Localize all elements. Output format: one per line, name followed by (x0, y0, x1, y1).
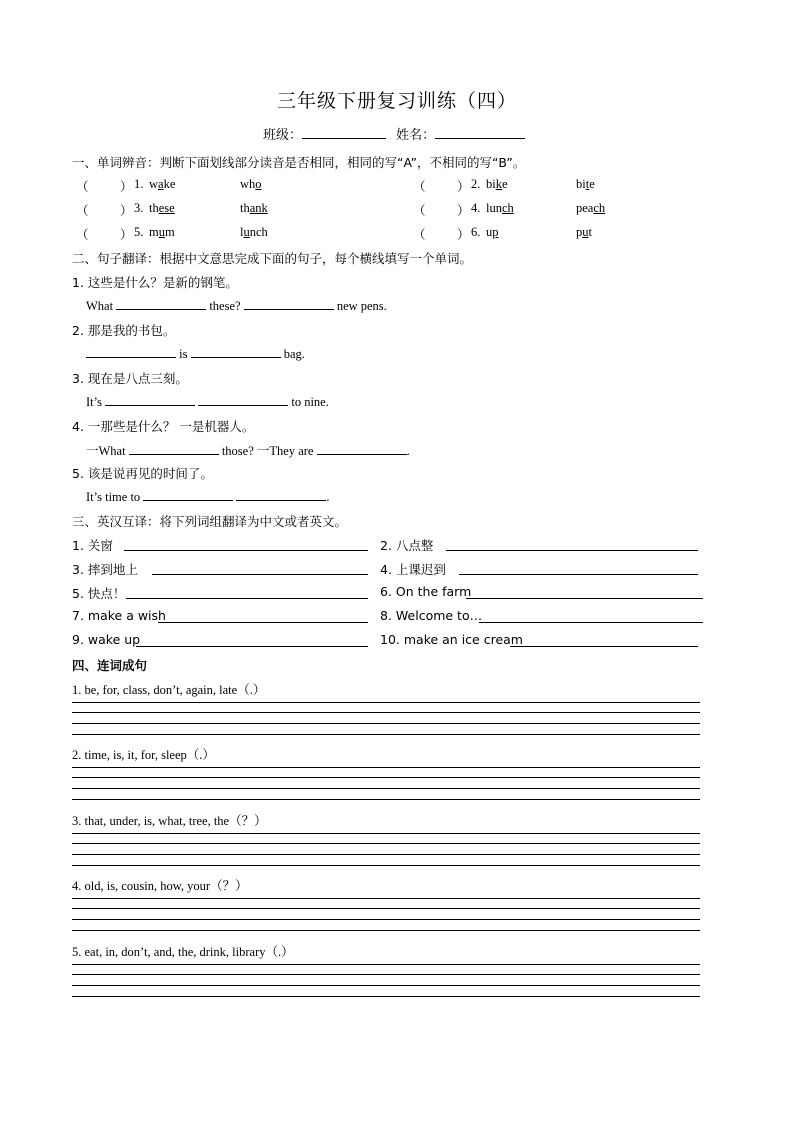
s4-question: 1. be, for, class, don’t, again, late（.） (72, 683, 266, 697)
s3-item-label: 3. 摔到地上 (72, 562, 138, 577)
writing-line[interactable] (72, 964, 700, 965)
answer-line[interactable] (158, 622, 368, 623)
word-2: who (240, 177, 262, 191)
answer-line[interactable] (510, 646, 698, 647)
answer-blank[interactable] (86, 345, 176, 358)
answer-paren[interactable]: （ (76, 228, 89, 242)
answer-line[interactable] (446, 550, 698, 551)
s3-item-label: 1. 关窗 (72, 538, 113, 553)
section4-heading: 四、连词成句 (72, 658, 148, 673)
section2-heading: 二、句子翻译：根据中文意思完成下面的句子，每个横线填写一个单词。 (72, 251, 473, 266)
class-blank[interactable] (302, 126, 386, 139)
answer-blank[interactable] (191, 345, 281, 358)
writing-line (72, 930, 700, 931)
s3-item-label: 10. make an ice cream (380, 632, 523, 647)
s4-question: 4. old, is, cousin, how, your（？） (72, 879, 248, 893)
class-label: 班级： (263, 128, 303, 143)
word-2: lunch (240, 225, 268, 239)
answer-paren-close: ） (457, 204, 470, 218)
s3-item-label: 9. wake up (72, 632, 141, 647)
s2-q5-sentence: It’s time to . (86, 490, 330, 504)
answer-paren[interactable]: （ (413, 228, 426, 242)
s2-q2-sentence: is bag. (86, 345, 305, 362)
word-2: put (576, 225, 592, 239)
s2-q4-sentence: 一What those? 一They are . (86, 444, 410, 458)
s2-q4-chinese: 4. 一那些是什么？ 一是机器人。 (72, 419, 255, 434)
s3-item-label: 8. Welcome to… (380, 608, 483, 623)
s3-item-label: 5. 快点！ (72, 586, 126, 601)
writing-line (72, 788, 700, 789)
s2-q2-chinese: 2. 那是我的书包。 (72, 323, 176, 338)
writing-line[interactable] (72, 833, 700, 834)
name-label: 姓名： (396, 128, 436, 143)
s4-question: 2. time, is, it, for, sleep（.） (72, 748, 215, 762)
answer-paren[interactable]: （ (413, 180, 426, 194)
word-1: mum (149, 225, 175, 239)
answer-paren-close: ） (120, 204, 133, 218)
answer-line[interactable] (126, 598, 368, 599)
answer-line[interactable] (124, 550, 368, 551)
writing-line[interactable] (72, 898, 700, 899)
item-number: 3. (134, 201, 144, 215)
word-1: lunch (486, 201, 514, 215)
writing-line (72, 799, 700, 800)
answer-paren[interactable]: （ (76, 204, 89, 218)
answer-blank[interactable] (317, 442, 407, 455)
name-blank[interactable] (435, 126, 525, 139)
item-number: 2. (471, 177, 481, 191)
s2-q1-sentence: What these? new pens. (86, 299, 387, 313)
page-title: 三年级下册复习训练（四） (276, 90, 517, 112)
s2-q3-chinese: 3. 现在是八点三刻。 (72, 371, 188, 386)
answer-paren-close: ） (120, 228, 133, 242)
answer-blank[interactable] (143, 488, 233, 501)
answer-blank[interactable] (116, 297, 206, 310)
word-2: thank (240, 201, 268, 215)
writing-line (72, 854, 700, 855)
word-2: bite (576, 177, 595, 191)
writing-line (72, 985, 700, 986)
answer-blank[interactable] (198, 393, 288, 406)
answer-paren[interactable]: （ (413, 204, 426, 218)
s2-q3-sentence: It’s to nine. (86, 395, 329, 409)
writing-line (72, 919, 700, 920)
writing-line[interactable] (72, 767, 700, 768)
s2-q5-chinese: 5. 该是说再见的时间了。 (72, 466, 213, 481)
writing-line (72, 723, 700, 724)
word-1: these (149, 201, 175, 215)
writing-line (72, 777, 700, 778)
answer-paren-close: ） (457, 228, 470, 242)
answer-paren-close: ） (120, 180, 133, 194)
answer-line[interactable] (136, 646, 368, 647)
answer-blank[interactable] (105, 393, 195, 406)
answer-line[interactable] (459, 574, 698, 575)
section1-heading: 一、单词辨音：判断下面划线部分读音是否相同，相同的写“A”，不相同的写“B”。 (72, 155, 526, 170)
item-number: 6. (471, 225, 481, 239)
answer-line[interactable] (152, 574, 368, 575)
answer-blank[interactable] (129, 442, 219, 455)
item-number: 5. (134, 225, 144, 239)
writing-line (72, 865, 700, 866)
word-1: bike (486, 177, 508, 191)
writing-line (72, 996, 700, 997)
writing-line (72, 974, 700, 975)
answer-blank[interactable] (244, 297, 334, 310)
s4-question: 3. that, under, is, what, tree, the（？） (72, 814, 267, 828)
answer-blank[interactable] (236, 488, 326, 501)
s3-item-label: 4. 上课迟到 (380, 562, 446, 577)
s3-item-label: 7. make a wish (72, 608, 166, 623)
writing-line (72, 843, 700, 844)
s2-q1-chinese: 1. 这些是什么？是新的钢笔。 (72, 275, 238, 290)
writing-line (72, 734, 700, 735)
answer-paren-close: ） (457, 180, 470, 194)
section3-heading: 三、英汉互译：将下列词组翻译为中文或者英文。 (72, 514, 348, 529)
answer-line[interactable] (466, 598, 703, 599)
writing-line (72, 712, 700, 713)
item-number: 4. (471, 201, 481, 215)
class-name-line (263, 124, 525, 143)
answer-paren[interactable]: （ (76, 180, 89, 194)
word-1: up (486, 225, 499, 239)
writing-line[interactable] (72, 702, 700, 703)
s3-item-label: 6. On the farm (380, 584, 472, 599)
s3-item-label: 2. 八点整 (380, 538, 434, 553)
answer-line[interactable] (479, 622, 703, 623)
writing-line (72, 908, 700, 909)
word-2: peach (576, 201, 606, 215)
item-number: 1. (134, 177, 144, 191)
s4-question: 5. eat, in, don’t, and, the, drink, library（.） (72, 945, 294, 959)
word-1: wake (149, 177, 176, 191)
